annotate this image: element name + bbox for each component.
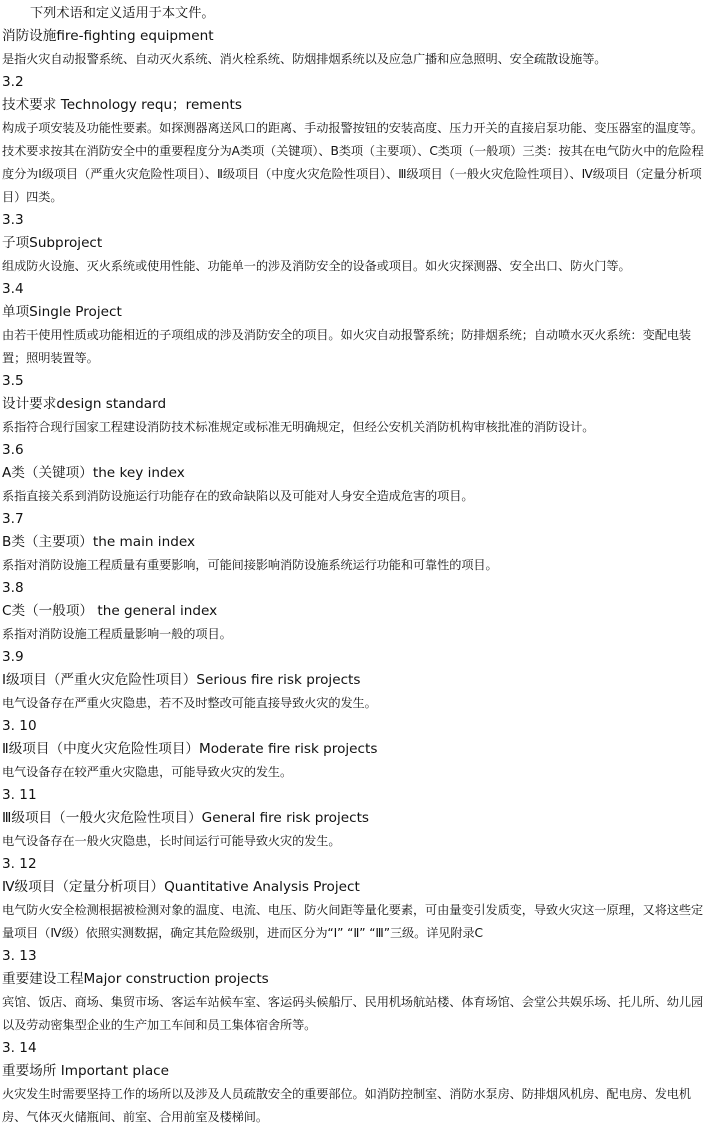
term-heading: Ⅰ级项目（严重火灾危险性项目）Serious fire risk projects — [2, 672, 361, 688]
clause-number: 3.8 — [2, 580, 24, 596]
term-heading: C类（一般项） the general index — [2, 603, 218, 619]
term-definition: 是指火灾自动报警系统、自动灭火系统、消火栓系统、防烟排烟系统以及应急广播和应急照明、安全疏散设施等。 — [2, 52, 607, 66]
clause-number: 3. 11 — [2, 787, 37, 803]
term-heading: 重要场所 Important place — [2, 1063, 169, 1079]
term-definition: 由若干使用性质或功能相近的子项组成的涉及消防安全的项目。如火灾自动报警系统；防排烟系统；自动喷水灭火系统：变配电装置；照明装置等。 — [2, 328, 691, 365]
term-heading: 设计要求design standard — [2, 396, 167, 412]
clause-number: 3.2 — [2, 74, 24, 90]
term-definition: 电气设备存在较严重火灾隐患，可能导致火灾的发生。 — [2, 765, 293, 779]
term-definition: 系指对消防设施工程质量有重要影响，可能间接影响消防设施系统运行功能和可靠性的项目。 — [2, 558, 498, 572]
clause-number: 3.6 — [2, 442, 24, 458]
term-definition: 构成子项安装及功能性要素。如探测器离送风口的距离、手动报警按钮的安装高度、压力开关的直接启泵功能、变压器室的温度等。技术要求按其在消防安全中的重要程度分为A类项（关键项）、B类项（主要项）、C类项（一般项）三类：按其在电气防火中的危险程度分为Ⅰ级项目（严重火灾危险性项目）、Ⅱ级项目（中度火灾危险性项目）、Ⅲ级项目（一般火灾危险性项目）、Ⅳ级项目（定量分析项目）四类。 — [2, 121, 704, 204]
term-definition: 系指直接关系到消防设施运行功能存在的致命缺陷以及可能对人身安全造成危害的项目。 — [2, 489, 474, 503]
term-heading: Ⅱ级项目（中度火灾危险性项目）Moderate fire risk projects — [2, 741, 378, 757]
clause-number: 3.3 — [2, 212, 24, 228]
term-heading: 技术要求 Technology requ；rements — [2, 97, 242, 113]
term-definition: 火灾发生时需要坚持工作的场所以及涉及人员疏散安全的重要部位。如消防控制室、消防水泵房、防排烟风机房、配电房、发电机房、气体灭火储瓶间、前室、合用前室及楼梯间。 — [2, 1087, 691, 1124]
intro-text: 下列术语和定义适用于本文件。 — [30, 6, 215, 21]
clause-number: 3.7 — [2, 511, 24, 527]
term-definition: 电气设备存在严重火灾隐患，若不及时整改可能直接导致火灾的发生。 — [2, 696, 377, 710]
term-definition: 组成防火设施、灭火系统或使用性能、功能单一的涉及消防安全的设备或项目。如火灾探测器、安全出口、防火门等。 — [2, 259, 631, 273]
term-heading: 单项Single Project — [2, 304, 122, 320]
term-heading: Ⅳ级项目（定量分析项目）Quantitative Analysis Project — [2, 879, 360, 895]
term-heading: B类（主要项）the main index — [2, 534, 195, 550]
term-heading: 重要建设工程Major construction projects — [2, 971, 269, 987]
term-definition: 电气防火安全检测根据被检测对象的温度、电流、电压、防火间距等量化要素，可由量变引发质变，导致火灾这一原理，又将这些定量项目（Ⅳ级）依照实测数据，确定其危险级别，进而区分为“Ⅰ” “Ⅱ” “Ⅲ”三级。详见附录C — [2, 903, 704, 940]
term-definition: 电气设备存在一般火灾隐患，长时间运行可能导致火灾的发生。 — [2, 834, 341, 848]
clause-number: 3.9 — [2, 649, 24, 665]
clause-number: 3.5 — [2, 373, 24, 389]
term-heading: 消防设施fire-fighting equipment — [2, 28, 214, 44]
term-heading: Ⅲ级项目（一般火灾危险性项目）General fire risk projects — [2, 810, 370, 826]
term-definition-list — [2, 25, 718, 1129]
term-definition: 宾馆、饭店、商场、集贸市场、客运车站候车室、客运码头候船厅、民用机场航站楼、体育场馆、会堂公共娱乐场、托儿所、幼儿园以及劳动密集型企业的生产加工车间和员工集体宿舍所等。 — [2, 995, 704, 1032]
clause-number: 3.4 — [2, 281, 24, 297]
clause-number: 3. 13 — [2, 948, 37, 964]
clause-number: 3. 14 — [2, 1040, 37, 1056]
term-heading: A类（关键项）the key index — [2, 465, 185, 481]
term-definition: 系指符合现行国家工程建设消防技术标准规定或标准无明确规定，但经公安机关消防机构审核批准的消防设计。 — [2, 420, 595, 434]
term-definition: 系指对消防设施工程质量影响一般的项目。 — [2, 627, 232, 641]
term-heading: 子项Subproject — [2, 235, 103, 251]
clause-number: 3. 12 — [2, 856, 37, 872]
clause-number: 3. 10 — [2, 718, 37, 734]
